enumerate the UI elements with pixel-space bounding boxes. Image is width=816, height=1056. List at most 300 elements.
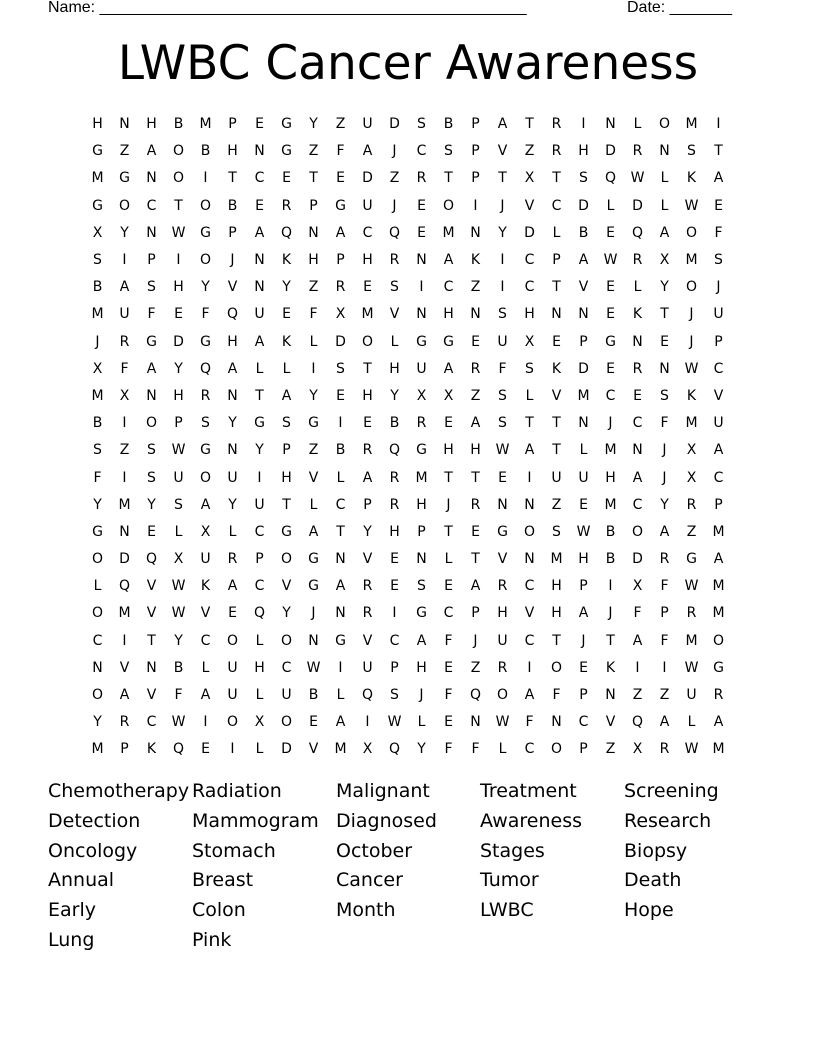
grid-letter: E	[579, 496, 588, 513]
grid-letter: J	[662, 469, 667, 486]
grid-letter: C	[254, 523, 265, 540]
grid-letter: L	[390, 333, 399, 350]
grid-letter: W	[171, 714, 186, 731]
grid-letter: Z	[119, 442, 130, 459]
grid-letter: O	[172, 143, 185, 160]
grid-letter: F	[660, 632, 669, 649]
grid-letter: U	[173, 469, 184, 486]
grid-letter: Q	[199, 360, 212, 377]
grid-letter: X	[686, 469, 697, 486]
grid-letter: A	[362, 143, 373, 160]
grid-letter: N	[146, 224, 157, 241]
grid-letter: W	[684, 360, 699, 377]
grid-letter: B	[173, 659, 184, 676]
grid-letter: J	[716, 279, 721, 296]
date-field: Date: _______	[627, 0, 732, 16]
grid-letter: Z	[470, 279, 481, 296]
grid-letter: A	[470, 578, 481, 595]
grid-letter: P	[714, 496, 723, 513]
grid-letter: M	[604, 496, 617, 513]
grid-letter: E	[606, 279, 615, 296]
grid-letter: H	[551, 578, 562, 595]
name-field: Name: ________________________________________________	[48, 0, 527, 16]
grid-letter: R	[497, 659, 508, 676]
grid-letter: G	[686, 551, 697, 568]
grid-letter: P	[471, 605, 480, 622]
grid-letter: K	[605, 659, 616, 676]
grid-letter: L	[444, 551, 453, 568]
grid-letter: M	[91, 387, 104, 404]
grid-letter: G	[497, 523, 508, 540]
grid-letter: E	[633, 387, 642, 404]
word-bank-item: Biopsy	[624, 839, 688, 862]
grid-letter: N	[659, 360, 670, 377]
grid-letter: L	[525, 387, 534, 404]
grid-letter: N	[119, 116, 130, 133]
grid-letter: J	[689, 306, 694, 323]
grid-letter: D	[524, 224, 535, 241]
grid-letter: J	[662, 442, 667, 459]
grid-letter: G	[200, 224, 211, 241]
grid-letter: R	[659, 551, 670, 568]
grid-letter: Z	[470, 387, 481, 404]
grid-letter: D	[173, 333, 184, 350]
grid-letter: A	[146, 360, 157, 377]
grid-letter: F	[444, 687, 453, 704]
grid-letter: I	[635, 659, 640, 676]
grid-letter: O	[199, 197, 212, 214]
grid-letter: N	[146, 387, 157, 404]
grid-letter: S	[147, 279, 156, 296]
grid-letter: U	[227, 469, 238, 486]
grid-letter: U	[497, 333, 508, 350]
grid-letter: O	[199, 469, 212, 486]
grid-row	[84, 546, 732, 573]
grid-letter: W	[171, 442, 186, 459]
grid-letter: G	[308, 551, 319, 568]
grid-letter: Y	[660, 279, 669, 296]
grid-letter: N	[146, 659, 157, 676]
grid-letter: V	[524, 197, 535, 214]
grid-letter: Q	[280, 224, 293, 241]
grid-letter: A	[443, 360, 454, 377]
grid-letter: P	[228, 224, 237, 241]
grid-letter: P	[579, 578, 588, 595]
word-bank-item: Cancer	[336, 869, 403, 892]
grid-letter: I	[419, 279, 424, 296]
grid-letter: C	[524, 578, 535, 595]
grid-letter: T	[552, 415, 561, 432]
grid-letter: M	[334, 741, 347, 758]
grid-letter: A	[524, 442, 535, 459]
grid-letter: E	[471, 333, 480, 350]
grid-letter: I	[581, 116, 586, 133]
grid-letter: N	[227, 442, 238, 459]
grid-letter: Y	[660, 496, 669, 513]
grid-letter: Q	[253, 605, 266, 622]
grid-letter: U	[254, 496, 265, 513]
grid-letter: I	[473, 197, 478, 214]
grid-letter: G	[308, 415, 319, 432]
grid-letter: T	[147, 632, 156, 649]
grid-letter: N	[308, 632, 319, 649]
grid-letter: H	[227, 143, 238, 160]
grid-letter: L	[282, 360, 291, 377]
grid-letter: T	[552, 632, 561, 649]
grid-letter: F	[714, 224, 723, 241]
grid-letter: F	[147, 306, 156, 323]
grid-letter: X	[416, 387, 427, 404]
grid-letter: P	[714, 333, 723, 350]
word-bank-item: LWBC	[480, 899, 534, 922]
grid-letter: U	[578, 469, 589, 486]
grid-letter: S	[147, 442, 156, 459]
grid-letter: T	[714, 143, 723, 160]
grid-letter: U	[713, 306, 724, 323]
grid-letter: G	[443, 333, 454, 350]
grid-letter: F	[633, 605, 642, 622]
grid-letter: N	[146, 170, 157, 187]
grid-letter: S	[147, 469, 156, 486]
grid-letter: Z	[659, 687, 670, 704]
grid-letter: J	[581, 632, 586, 649]
grid-letter: Q	[118, 578, 131, 595]
grid-letter: E	[660, 333, 669, 350]
grid-letter: D	[605, 143, 616, 160]
grid-letter: T	[606, 632, 615, 649]
grid-letter: I	[257, 469, 262, 486]
grid-letter: N	[335, 605, 346, 622]
grid-letter: A	[146, 143, 157, 160]
grid-letter: C	[281, 659, 292, 676]
grid-letter: L	[552, 224, 561, 241]
page-title: LWBC Cancer Awareness	[117, 36, 699, 91]
grid-letter: S	[201, 415, 210, 432]
grid-letter: M	[712, 741, 725, 758]
grid-letter: W	[630, 170, 645, 187]
grid-letter: G	[200, 333, 211, 350]
grid-letter: N	[416, 252, 427, 269]
grid-letter: J	[689, 333, 694, 350]
grid-letter: P	[255, 551, 264, 568]
grid-letter: S	[579, 170, 588, 187]
grid-letter: O	[658, 116, 671, 133]
grid-letter: B	[578, 224, 589, 241]
grid-letter: P	[660, 605, 669, 622]
grid-letter: H	[443, 442, 454, 459]
grid-letter: F	[174, 687, 183, 704]
grid-letter: Y	[309, 387, 318, 404]
grid-letter: G	[281, 143, 292, 160]
grid-letter: L	[255, 360, 264, 377]
grid-letter: R	[389, 252, 400, 269]
grid-letter: X	[632, 578, 643, 595]
word-bank-item: Early	[48, 899, 96, 922]
grid-letter: H	[281, 469, 292, 486]
grid-letter: L	[255, 687, 264, 704]
grid-letter: B	[92, 279, 103, 296]
grid-letter: V	[227, 279, 238, 296]
grid-letter: P	[471, 116, 480, 133]
grid-letter: A	[227, 360, 238, 377]
grid-letter: H	[146, 116, 157, 133]
grid-letter: O	[226, 714, 239, 731]
grid-row	[84, 220, 732, 247]
grid-letter: M	[118, 496, 131, 513]
word-bank-item: Breast	[192, 869, 254, 892]
grid-letter: M	[361, 306, 374, 323]
grid-letter: N	[470, 224, 481, 241]
grid-letter: G	[281, 116, 292, 133]
word-bank-item: Month	[336, 899, 396, 922]
grid-letter: Q	[469, 687, 482, 704]
grid-letter: H	[416, 496, 427, 513]
grid-letter: S	[390, 279, 399, 296]
grid-letter: R	[470, 360, 481, 377]
grid-letter: A	[632, 469, 643, 486]
grid-letter: D	[119, 551, 130, 568]
word-bank-item: Colon	[192, 899, 246, 922]
grid-letter: T	[444, 170, 453, 187]
grid-letter: O	[280, 551, 293, 568]
grid-letter: O	[550, 659, 563, 676]
grid-letter: R	[659, 741, 670, 758]
grid-letter: A	[416, 632, 427, 649]
grid-letter: K	[686, 170, 697, 187]
grid-letter: V	[713, 387, 724, 404]
grid-letter: C	[146, 197, 157, 214]
grid-letter: N	[416, 306, 427, 323]
grid-letter: R	[686, 605, 697, 622]
grid-letter: A	[497, 116, 508, 133]
grid-letter: P	[363, 496, 372, 513]
grid-letter: G	[92, 197, 103, 214]
grid-letter: J	[608, 605, 613, 622]
grid-letter: O	[442, 197, 455, 214]
grid-letter: S	[174, 496, 183, 513]
grid-letter: F	[660, 578, 669, 595]
grid-letter: B	[389, 415, 400, 432]
grid-letter: C	[389, 632, 400, 649]
grid-letter: V	[524, 605, 535, 622]
grid-letter: A	[119, 687, 130, 704]
grid-letter: Y	[498, 224, 507, 241]
grid-letter: R	[416, 415, 427, 432]
grid-letter: L	[606, 197, 615, 214]
grid-letter: C	[335, 496, 346, 513]
grid-row	[84, 736, 732, 763]
grid-letter: N	[632, 442, 643, 459]
word-bank-item: Death	[624, 869, 682, 892]
grid-letter: L	[417, 714, 426, 731]
grid-letter: E	[714, 197, 723, 214]
grid-letter: O	[712, 632, 725, 649]
grid-row	[84, 709, 732, 736]
word-bank-item: Lung	[48, 928, 95, 951]
grid-letter: Q	[388, 442, 401, 459]
grid-letter: V	[362, 551, 373, 568]
grid-letter: V	[497, 551, 508, 568]
grid-letter: O	[91, 687, 104, 704]
grid-letter: Y	[147, 496, 156, 513]
grid-letter: G	[416, 605, 427, 622]
grid-letter: Z	[632, 687, 643, 704]
grid-letter: S	[417, 578, 426, 595]
grid-letter: N	[335, 551, 346, 568]
grid-letter: L	[174, 523, 183, 540]
grid-letter: X	[335, 306, 346, 323]
grid-letter: F	[498, 360, 507, 377]
grid-letter: A	[119, 279, 130, 296]
grid-letter: I	[662, 659, 667, 676]
grid-letter: H	[605, 469, 616, 486]
grid-letter: P	[336, 252, 345, 269]
grid-letter: T	[552, 442, 561, 459]
grid-row	[84, 193, 732, 220]
grid-letter: T	[444, 469, 453, 486]
grid-letter: H	[551, 605, 562, 622]
grid-letter: Z	[389, 170, 400, 187]
grid-letter: E	[606, 306, 615, 323]
grid-letter: H	[578, 143, 589, 160]
grid-letter: Y	[282, 279, 291, 296]
grid-letter: W	[684, 578, 699, 595]
grid-letter: Z	[551, 496, 562, 513]
grid-letter: N	[92, 659, 103, 676]
grid-letter: E	[471, 523, 480, 540]
grid-letter: C	[713, 360, 724, 377]
grid-letter: F	[444, 632, 453, 649]
grid-letter: L	[309, 496, 318, 513]
grid-letter: K	[686, 387, 697, 404]
word-bank-item: Treatment	[480, 780, 577, 802]
grid-letter: R	[632, 143, 643, 160]
grid-letter: Y	[93, 496, 102, 513]
grid-letter: C	[443, 279, 454, 296]
grid-letter: N	[254, 279, 265, 296]
grid-letter: J	[608, 415, 613, 432]
grid-letter: L	[498, 741, 507, 758]
grid-letter: W	[684, 659, 699, 676]
grid-letter: R	[362, 578, 373, 595]
grid-letter: Z	[308, 279, 319, 296]
grid-letter: Y	[282, 605, 291, 622]
grid-letter: O	[280, 714, 293, 731]
grid-row	[84, 274, 732, 301]
grid-letter: E	[390, 551, 399, 568]
word-search-grid	[84, 111, 732, 764]
grid-letter: L	[93, 578, 102, 595]
grid-letter: E	[336, 170, 345, 187]
grid-letter: T	[228, 170, 237, 187]
grid-letter: R	[686, 496, 697, 513]
grid-letter: I	[527, 659, 532, 676]
grid-letter: R	[119, 333, 130, 350]
grid-letter: V	[497, 143, 508, 160]
grid-letter: U	[119, 306, 130, 323]
grid-letter: I	[176, 252, 181, 269]
grid-row	[84, 492, 732, 519]
grid-letter: H	[227, 333, 238, 350]
grid-letter: Q	[631, 224, 644, 241]
grid-letter: Q	[604, 170, 617, 187]
grid-letter: G	[92, 523, 103, 540]
grid-letter: A	[713, 442, 724, 459]
grid-letter: E	[606, 360, 615, 377]
grid-letter: O	[280, 632, 293, 649]
grid-letter: E	[417, 224, 426, 241]
word-bank-item: October	[336, 839, 413, 862]
grid-row	[84, 519, 732, 546]
grid-letter: E	[390, 578, 399, 595]
grid-letter: L	[336, 687, 345, 704]
grid-letter: D	[632, 551, 643, 568]
grid-letter: G	[200, 442, 211, 459]
grid-letter: A	[659, 523, 670, 540]
word-bank-item: Radiation	[192, 780, 282, 802]
word-bank-item: Detection	[48, 809, 141, 832]
grid-letter: Q	[388, 224, 401, 241]
grid-letter: W	[684, 741, 699, 758]
grid-letter: A	[443, 252, 454, 269]
grid-letter: S	[93, 442, 102, 459]
grid-letter: Z	[308, 442, 319, 459]
grid-letter: L	[579, 442, 588, 459]
word-bank-item: Tumor	[480, 869, 539, 892]
grid-letter: H	[443, 306, 454, 323]
grid-letter: S	[714, 252, 723, 269]
grid-letter: M	[91, 306, 104, 323]
grid-letter: T	[336, 523, 345, 540]
grid-letter: P	[552, 252, 561, 269]
grid-letter: G	[281, 523, 292, 540]
grid-letter: W	[171, 578, 186, 595]
grid-letter: Q	[145, 551, 158, 568]
grid-letter: R	[632, 360, 643, 377]
grid-letter: M	[442, 224, 455, 241]
grid-letter: T	[444, 523, 453, 540]
grid-letter: M	[685, 116, 698, 133]
grid-letter: T	[282, 496, 291, 513]
grid-letter: E	[498, 469, 507, 486]
grid-letter: J	[95, 333, 100, 350]
grid-letter: E	[309, 714, 318, 731]
grid-letter: Y	[201, 279, 210, 296]
grid-letter: W	[171, 224, 186, 241]
grid-letter: S	[417, 116, 426, 133]
grid-letter: I	[527, 469, 532, 486]
grid-letter: M	[118, 605, 131, 622]
grid-letter: C	[200, 632, 211, 649]
grid-letter: H	[470, 442, 481, 459]
grid-letter: E	[417, 197, 426, 214]
grid-letter: O	[496, 687, 509, 704]
grid-letter: N	[551, 306, 562, 323]
grid-letter: E	[444, 659, 453, 676]
grid-letter: H	[389, 360, 400, 377]
grid-letter: X	[443, 387, 454, 404]
grid-letter: M	[415, 469, 428, 486]
grid-letter: O	[523, 523, 536, 540]
grid-letter: X	[92, 360, 103, 377]
grid-letter: N	[605, 116, 616, 133]
grid-letter: C	[254, 578, 265, 595]
grid-letter: Q	[631, 714, 644, 731]
grid-letter: N	[524, 496, 535, 513]
grid-letter: S	[552, 523, 561, 540]
grid-letter: P	[579, 333, 588, 350]
grid-letter: Y	[390, 387, 399, 404]
